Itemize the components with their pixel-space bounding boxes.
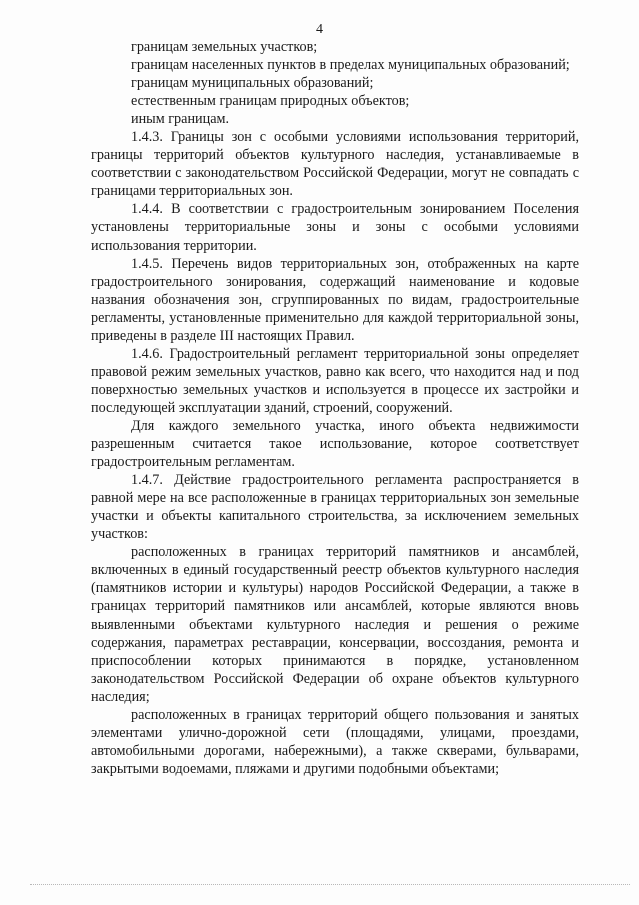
page-number: 4 [316, 22, 323, 37]
paragraph-clause-1-4-3: 1.4.3. Границы зон с особыми условиями использования территорий, границы территорий объектов культурного наследия, устанавливаемые в соответствии с законодательством Российской Федерации, могут не совпадать с границами территориальных зон. [91, 129, 579, 200]
paragraph-exception-public-areas: расположенных в границах территорий общего пользования и занятых элементами улично-дорожной сети (площадями, улицами, проездами, автомобильными дорогами, набережными), а также скверами, бульварами, закрытыми водоемами, пляжами и другими подобными объектами; [91, 706, 579, 777]
paragraph-exception-heritage: расположенных в границах территорий памятников и ансамблей, включенных в единый государственный реестр объектов культурного наследия (памятников истории и культуры) народов Российской Федерации, а также в границах территорий памятников или ансамблей, которые являются вновь выявленными объектами культурного наследия и решения о режиме содержания, параметрах реставрации, консервации, воссоздания, ремонта и приспособлении которых принимаются в порядке, установленном законодательством Российской Федерации об охране объектов культурного наследия; [91, 544, 579, 705]
paragraph-list-item: границам земельных участков; [131, 39, 318, 55]
paragraph-list-item: иным границам. [131, 111, 230, 128]
paragraph-clause-1-4-4: 1.4.4. В соответствии с градостроительным зонированием Поселения установлены территориальные зоны и зоны с особыми условиями использования территории. [91, 201, 579, 254]
scan-bottom-edge [30, 884, 630, 885]
paragraph-clause-1-4-5: 1.4.5. Перечень видов территориальных зон, отображенных на карте градостроительного зонирования, содержащий наименование и кодовые названия обозначения зон, сгруппированных по видам, градостроительные регламенты, установленные применительно для каждой территориальной зоны, приведены в разделе III настоящих Правил. [91, 255, 579, 344]
document-body [91, 38, 579, 778]
paragraph-list-item: границам населенных пунктов в пределах муниципальных образований; [131, 57, 570, 74]
paragraph-permitted-use: Для каждого земельного участка, иного объекта недвижимости разрешенным считается такое использование, которое соответствует градостроительным регламентам. [91, 417, 579, 471]
paragraph-clause-1-4-6: 1.4.6. Градостроительный регламент территориальной зоны определяет правовой режим земельных участков, равно как всего, что находится над и под поверхностью земельных участков и используется в процессе их застройки и последующей эксплуатации зданий, строений, сооружений. [91, 345, 579, 416]
paragraph-list-item: естественным границам природных объектов; [131, 93, 410, 110]
paragraph-clause-1-4-7: 1.4.7. Действие градостроительного регламента распространяется в равной мере на все расположенные в границах территориальных зон земельные участки и объекты капитального строительства, за исключением земельных участков: [91, 472, 579, 543]
paragraph-list-item: границам муниципальных образований; [131, 75, 374, 92]
